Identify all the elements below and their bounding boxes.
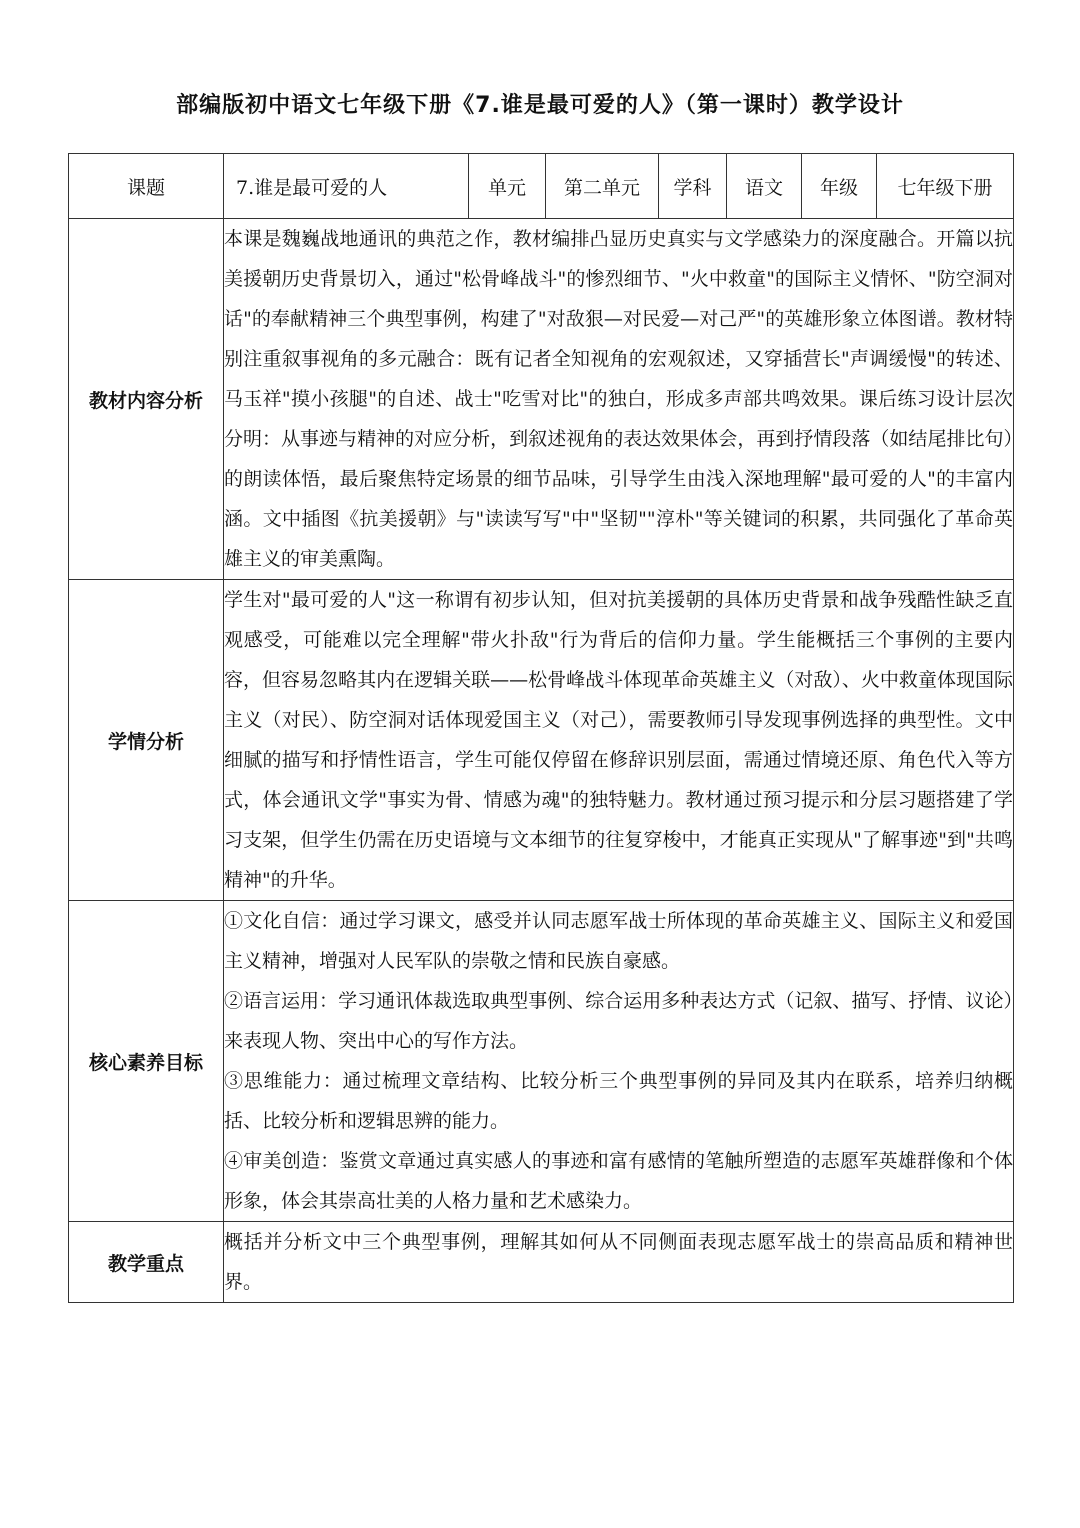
subject-label: 学科 bbox=[659, 154, 727, 219]
section-label: 教学重点 bbox=[69, 1222, 224, 1303]
section-row-textbook-analysis bbox=[69, 219, 1014, 580]
section-paragraph: 学生对"最可爱的人"这一称谓有初步认知，但对抗美援朝的具体历史背景和战争残酷性缺乏直观感受，可能难以完全理解"带火扑敌"行为背后的信仰力量。学生能概括三个事例的主要内容，但容易忽略其内在逻辑关联——松骨峰战斗体现革命英雄主义（对敌）、火中救童体现国际主义（对民）、防空洞对话体现爱国主义（对己），需要教师引导发现事例选择的典型性。文中细腻的描写和抒情性语言，学生可能仅停留在修辞识别层面，需通过情境还原、角色代入等方式，体会通讯文学"事实为骨、情感为魂"的独特魅力。教材通过预习提示和分层习题搭建了学习支架，但学生仍需在历史语境与文本细节的往复穿梭中，才能真正实现从"了解事迹"到"共鸣精神"的升华。 bbox=[224, 589, 1013, 891]
grade-value: 七年级下册 bbox=[877, 154, 1014, 219]
unit-label: 单元 bbox=[469, 154, 546, 219]
section-label: 核心素养目标 bbox=[69, 901, 224, 1222]
subject-value: 语文 bbox=[727, 154, 802, 219]
topic-label: 课题 bbox=[69, 154, 224, 219]
topic-value: 7.谁是最可爱的人 bbox=[224, 154, 469, 219]
section-row-core-goals bbox=[69, 901, 1014, 1222]
goal-cultural-confidence: ①文化自信：通过学习课文，感受并认同志愿军战士所体现的革命英雄主义、国际主义和爱国主义精神，增强对人民军队的崇敬之情和民族自豪感。 bbox=[224, 910, 1013, 972]
section-label: 学情分析 bbox=[69, 580, 224, 901]
section-paragraph: 概括并分析文中三个典型事例，理解其如何从不同侧面表现志愿军战士的崇高品质和精神世界。 bbox=[224, 1231, 1013, 1293]
section-content bbox=[224, 580, 1014, 901]
section-content bbox=[224, 901, 1014, 1222]
section-row-key-points bbox=[69, 1222, 1014, 1303]
section-label: 教材内容分析 bbox=[69, 219, 224, 580]
section-paragraph: 本课是魏巍战地通讯的典范之作，教材编排凸显历史真实与文学感染力的深度融合。开篇以抗美援朝历史背景切入，通过"松骨峰战斗"的惨烈细节、"火中救童"的国际主义情怀、"防空洞对话"的奉献精神三个典型事例，构建了"对敌狠—对民爱—对己严"的英雄形象立体图谱。教材特别注重叙事视角的多元融合：既有记者全知视角的宏观叙述，又穿插营长"声调缓慢"的转述、马玉祥"摸小孩腿"的自述、战士"吃雪对比"的独白，形成多声部共鸣效果。课后练习设计层次分明：从事迹与精神的对应分析，到叙述视角的表达效果体会，再到抒情段落（如结尾排比句）的朗读体悟，最后聚焦特定场景的细节品味，引导学生由浅入深地理解"最可爱的人"的丰富内涵。文中插图《抗美援朝》与"读读写写"中"坚韧""淳朴"等关键词的积累，共同强化了革命英雄主义的审美熏陶。 bbox=[224, 228, 1013, 570]
goal-language-use: ②语言运用：学习通讯体裁选取典型事例、综合运用多种表达方式（记叙、描写、抒情、议论）来表现人物、突出中心的写作方法。 bbox=[224, 990, 1013, 1052]
goal-aesthetic-creation: ④审美创造：鉴赏文章通过真实感人的事迹和富有感情的笔触所塑造的志愿军英雄群像和个体形象，体会其崇高壮美的人格力量和艺术感染力。 bbox=[224, 1150, 1013, 1212]
unit-value: 第二单元 bbox=[546, 154, 659, 219]
section-row-student-analysis bbox=[69, 580, 1014, 901]
document-title: 部编版初中语文七年级下册《7.谁是最可爱的人》（第一课时）教学设计 bbox=[176, 93, 904, 118]
goal-thinking-ability: ③思维能力：通过梳理文章结构、比较分析三个典型事例的异同及其内在联系，培养归纳概括、比较分析和逻辑思辨的能力。 bbox=[224, 1070, 1013, 1132]
lesson-plan-table bbox=[68, 153, 1014, 1303]
grade-label: 年级 bbox=[802, 154, 877, 219]
header-row bbox=[69, 154, 1014, 219]
section-content bbox=[224, 1222, 1014, 1303]
section-content bbox=[224, 219, 1014, 580]
